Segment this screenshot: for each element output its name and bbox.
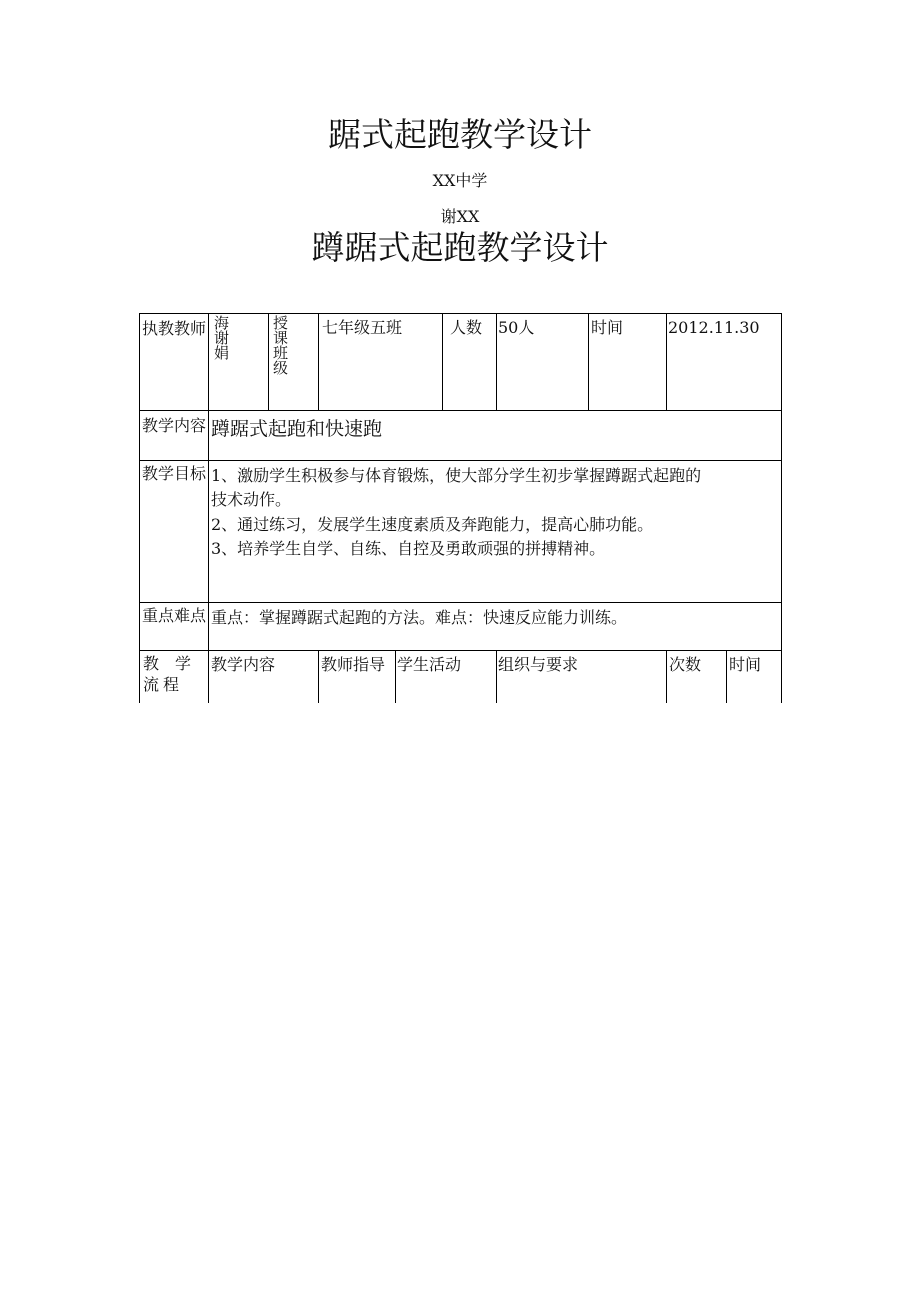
col-student: 学生活动 xyxy=(397,655,462,674)
table-line xyxy=(395,650,396,703)
table-line xyxy=(318,650,319,703)
content-value: 蹲踞式起跑和快速跑 xyxy=(211,418,383,440)
teacher-label: 执教教师 xyxy=(142,319,207,338)
content-label: 教学内容 xyxy=(142,416,207,435)
keypoints-label: 重点难点 xyxy=(142,606,207,625)
goal-line-4: 3、培养学生自学、自练、自控及勇敢顽强的拼搏精神。 xyxy=(211,539,606,558)
table-line xyxy=(318,313,319,410)
table-line xyxy=(781,313,782,703)
goal-line-2: 技术动作。 xyxy=(211,490,292,509)
document-title: 踞式起跑教学设计 xyxy=(328,115,592,154)
table-line xyxy=(666,313,667,410)
table-line xyxy=(139,460,782,461)
keypoints-value: 重点：掌握蹲踞式起跑的方法。难点：快速反应能力训练。 xyxy=(211,608,628,627)
process-label-b: 流程 xyxy=(143,675,184,694)
table-line xyxy=(496,650,497,703)
school-name: XX中学 xyxy=(432,171,488,190)
table-line xyxy=(139,313,782,314)
col-teacher: 教师指导 xyxy=(321,655,386,674)
lesson-plan-table xyxy=(139,313,782,703)
col-time: 时间 xyxy=(729,655,762,674)
goal-line-1: 1、激励学生积极参与体育锻炼，使大部分学生初步掌握蹲踞式起跑的 xyxy=(211,466,702,485)
table-line xyxy=(139,410,782,411)
col-times: 次数 xyxy=(669,655,702,674)
class-label: 授课班级 xyxy=(273,314,289,377)
table-line xyxy=(139,313,140,703)
process-label-a: 教 学 xyxy=(143,654,192,673)
table-line xyxy=(139,602,782,603)
document-subtitle: 蹲踞式起跑教学设计 xyxy=(311,228,609,267)
table-line xyxy=(442,313,443,410)
time-value: 2012.11.30 xyxy=(668,318,760,337)
goals-label: 教学目标 xyxy=(142,464,207,483)
table-line xyxy=(208,313,209,703)
table-line xyxy=(139,650,782,651)
table-line xyxy=(588,313,589,410)
author-name: 谢XX xyxy=(440,207,480,226)
count-label: 人数 xyxy=(450,318,483,337)
goal-line-3: 2、通过练习，发展学生速度素质及奔跑能力，提高心肺功能。 xyxy=(211,515,654,534)
col-content: 教学内容 xyxy=(211,655,276,674)
teacher-value: 海谢娟 xyxy=(214,314,230,362)
table-line xyxy=(496,313,497,410)
class-value: 七年级五班 xyxy=(322,318,403,337)
table-line xyxy=(268,313,269,410)
table-line xyxy=(726,650,727,703)
time-label: 时间 xyxy=(591,318,624,337)
table-line xyxy=(666,650,667,703)
col-org: 组织与要求 xyxy=(498,655,579,674)
count-value: 50人 xyxy=(498,318,535,337)
